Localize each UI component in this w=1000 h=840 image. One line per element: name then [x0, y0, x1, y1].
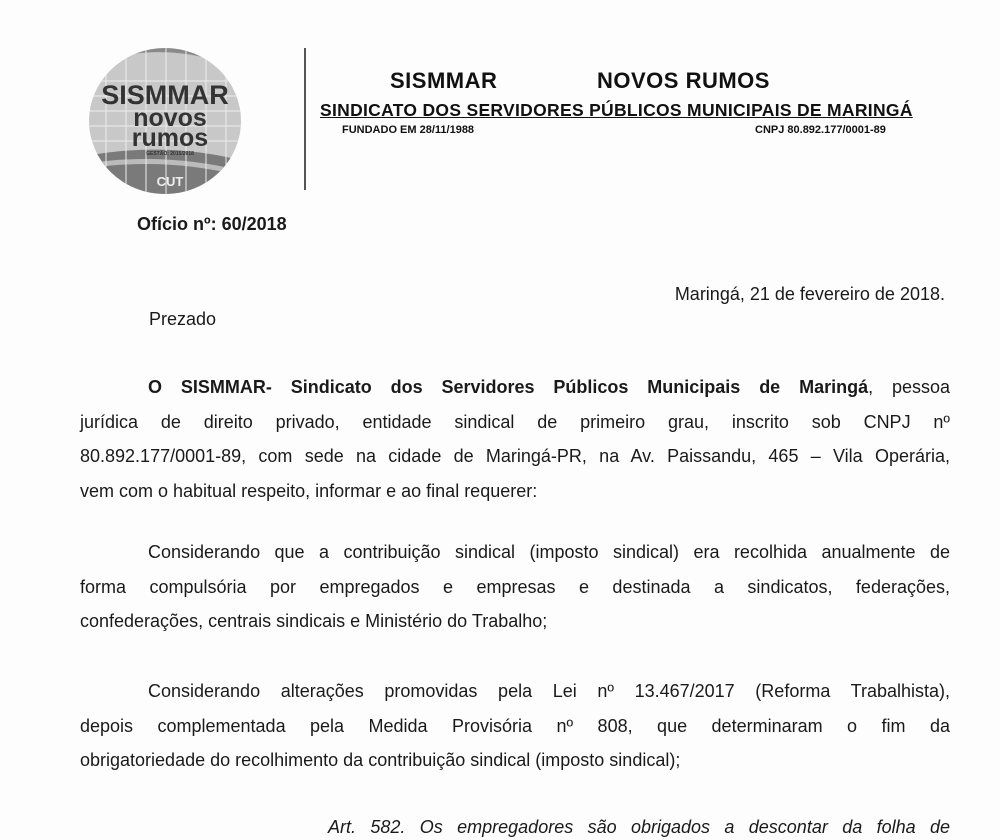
svg-text:novos: novos	[133, 104, 207, 132]
law-quote: Art. 582. Os empregadores são obrigados a descontar da folha de	[328, 817, 950, 837]
paragraph-line: confederações, centrais sindicais e Ministério do Trabalho;	[80, 611, 548, 631]
header-slogan: NOVOS RUMOS	[597, 68, 770, 93]
letter-date: Maringá, 21 de fevereiro de 2018.	[674, 284, 945, 304]
paragraph-line: vem com o habitual respeito, informar e ao final requerer:	[80, 480, 538, 501]
union-name: O SISMMAR- Sindicato dos Servidores Públicos Municipais de Maringá	[148, 377, 869, 397]
header-full-name: SINDICATO DOS SERVIDORES PÚBLICOS MUNICIPAIS DE MARINGÁ	[320, 100, 913, 120]
paragraph-line: obrigatoriedade do recolhimento da contribuição sindical (imposto sindical);	[80, 750, 681, 770]
header-divider	[304, 48, 306, 190]
paragraph-line: O SISMMAR- Sindicato dos Servidores Públicos Municipais de Maringá, pessoa	[148, 377, 951, 397]
salutation: Prezado	[149, 309, 217, 329]
paragraph-intro	[80, 376, 950, 514]
svg-text:CUT: CUT	[156, 174, 184, 189]
paragraph-line: forma compulsória por empregados e empresas e destinada a sindicatos, federações,	[80, 576, 950, 597]
paragraph-line: depois complementada pela Medida Provisória nº 808, que determinaram o fim da	[80, 715, 950, 736]
header-cnpj: CNPJ 80.892.177/0001-89	[755, 124, 886, 136]
header-founded: FUNDADO EM 28/11/1988	[342, 124, 475, 136]
svg-text:GESTÃO: 2015/2018: GESTÃO: 2015/2018	[146, 151, 194, 157]
header-name: SISMMAR	[390, 68, 498, 93]
oficio-number: Ofício nº: 60/2018	[137, 214, 287, 234]
svg-text:rumos: rumos	[131, 124, 209, 152]
logo-text: SISMMAR	[101, 80, 229, 110]
paragraph-line: Considerando alterações promovidas pela Lei nº 13.467/2017 (Reforma Trabalhista),	[148, 681, 950, 701]
union-logo	[86, 46, 244, 196]
paragraph-line: 80.892.177/0001-89, com sede na cidade de Maringá-PR, na Av. Paissandu, 465 – Vila Operária,	[80, 446, 950, 466]
paragraph-line: jurídica de direito privado, entidade sindical de primeiro grau, inscrito sob CNPJ nº	[80, 411, 950, 432]
paragraph-line: Considerando que a contribuição sindical (imposto sindical) era recolhida anualmente de	[148, 542, 950, 562]
paragraph-considering-1	[80, 541, 950, 645]
paragraph-considering-2	[80, 680, 950, 784]
